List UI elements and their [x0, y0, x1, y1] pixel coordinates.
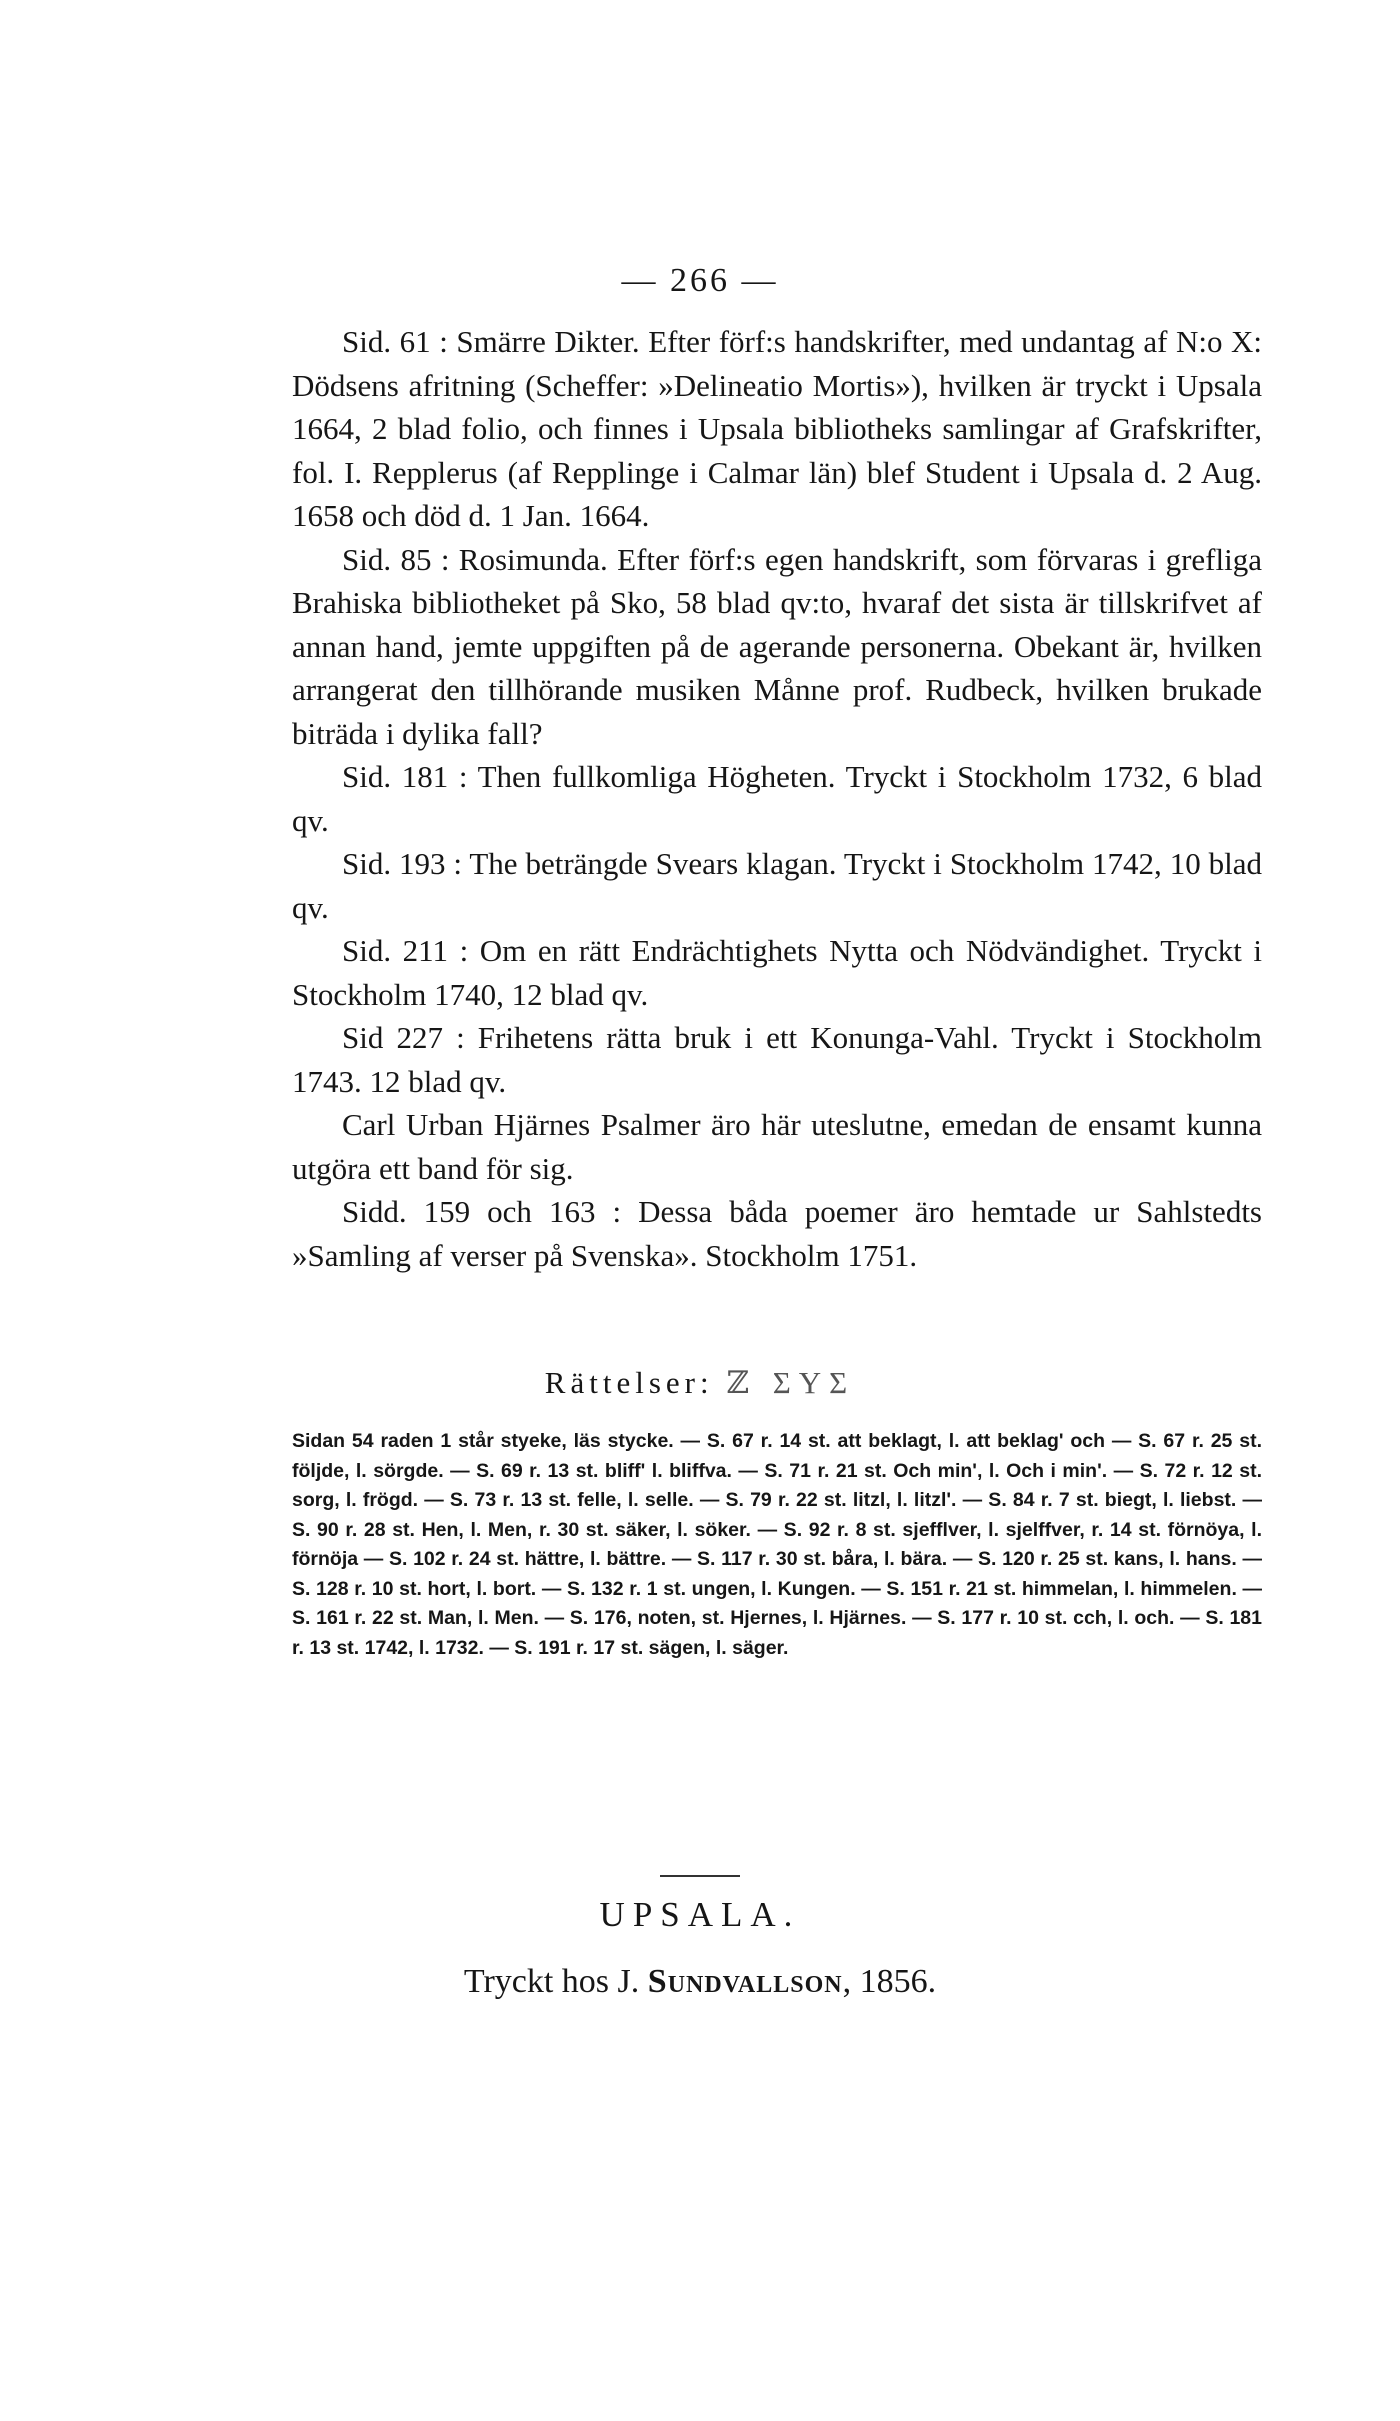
- bibliographic-notes: [292, 320, 1262, 1277]
- imprint-city: UPSALA.: [599, 1895, 801, 1934]
- note-paragraph: Carl Urban Hjärnes Psalmer äro här uteslutne, emedan de ensamt kunna utgöra ett band för sig.: [292, 1107, 1262, 1186]
- errata-heading: [0, 1365, 1400, 1401]
- imprint-year: , 1856.: [842, 1963, 937, 2000]
- note-paragraph: Sid 227 : Frihetens rätta bruk i ett Konunga-Vahl. Tryckt i Stockholm 1743. 12 blad qv.: [292, 1020, 1262, 1099]
- errata-title: Rättelser:: [544, 1365, 714, 1400]
- imprint-prefix: Tryckt hos J.: [463, 1963, 640, 2000]
- note-paragraph: Sid. 85 : Rosimunda. Efter förf:s egen handskrift, som förvaras i grefliga Brahiska bibliotheket på Sko, 58 blad qv:to, hvaraf det sista är tillskrifvet af annan hand, jemte uppgiften på de agerande personerna. Obekant är, hvilken arrangerat den tillhörande musiken Månne prof. Rudbeck, hvilken brukade biträda i dylika fall?: [292, 541, 1262, 751]
- note-paragraph: Sid. 193 : The beträngde Svears klagan. Tryckt i Stockholm 1742, 10 blad qv.: [292, 846, 1262, 925]
- note-paragraph: Sid. 181 : Then fullkomliga Högheten. Tryckt i Stockholm 1732, 6 blad qv.: [292, 759, 1262, 838]
- note-paragraph: Sid. 61 : Smärre Dikter. Efter förf:s handskrifter, med undantag af N:o X: Dödsens afritning (Scheffer: »Delineatio Mortis»), hvilken är tryckt i Upsala 1664, 2 blad folio, och finnes i Upsala bibliotheks samlingar af Grafskrifter, fol. I. Repplerus (af Repplinge i Calmar län) blef Student i Upsala d. 2 Aug. 1658 och död d. 1 Jan. 1664.: [292, 324, 1262, 533]
- library-stamp: ℤ ΣΥΣ: [726, 1365, 856, 1400]
- errata-text: Sidan 54 raden 1 står styeke, läs stycke. — S. 67 r. 14 st. att beklagt, l. att beklag' och — S. 67 r. 25 st. följde, l. sörgde. — S. 69 r. 13 st. bliff' l. bliffva. — S. 71 r. 21 st. Och min', l. Och i min'. — S. 72 r. 12 st. sorg, l. frögd. — S. 73 r. 13 st. felle, l. selle. — S. 79 r. 22 st. litzl, l. litzl'. — S. 84 r. 7 st. biegt, l. liebst. — S. 90 r. 28 st. Hen, l. Men, r. 30 st. säker, l. söker. — S. 92 r. 8 st. sjefflver, l. sjelffver, r. 14 st. förnöya, l. förnöja — S. 102 r. 24 st. hättre, l. bättre. — S. 117 r. 30 st. båra, l. bära. — S. 120 r. 25 st. kans, l. hans. — S. 128 r. 10 st. hort, l. bort. — S. 132 r. 1 st. ungen, l. Kungen. — S. 151 r. 21 st. himmelan, l. himmelen. — S. 161 r. 22 st. Man, l. Men. — S. 176, noten, st. Hjernes, l. Hjärnes. — S. 177 r. 10 st. cch, l. och. — S. 181 r. 13 st. 1742, l. 1732. — S. 191 r. 17 st. sägen, l. säger.: [292, 1430, 1262, 1659]
- imprint-line: [0, 1963, 1400, 2001]
- errata-list: [292, 1427, 1262, 1663]
- imprint-printer: Sundvallson: [647, 1963, 843, 2000]
- separator-rule: [660, 1875, 740, 1877]
- page-number: — 266 —: [621, 262, 779, 299]
- note-paragraph: Sidd. 159 och 163 : Dessa båda poemer äro hemtade ur Sahlstedts »Samling af verser på Svenska». Stockholm 1751.: [292, 1194, 1262, 1273]
- note-paragraph: Sid. 211 : Om en rätt Endrächtighets Nytta och Nödvändighet. Tryckt i Stockholm 1740, 12 blad qv.: [292, 933, 1262, 1012]
